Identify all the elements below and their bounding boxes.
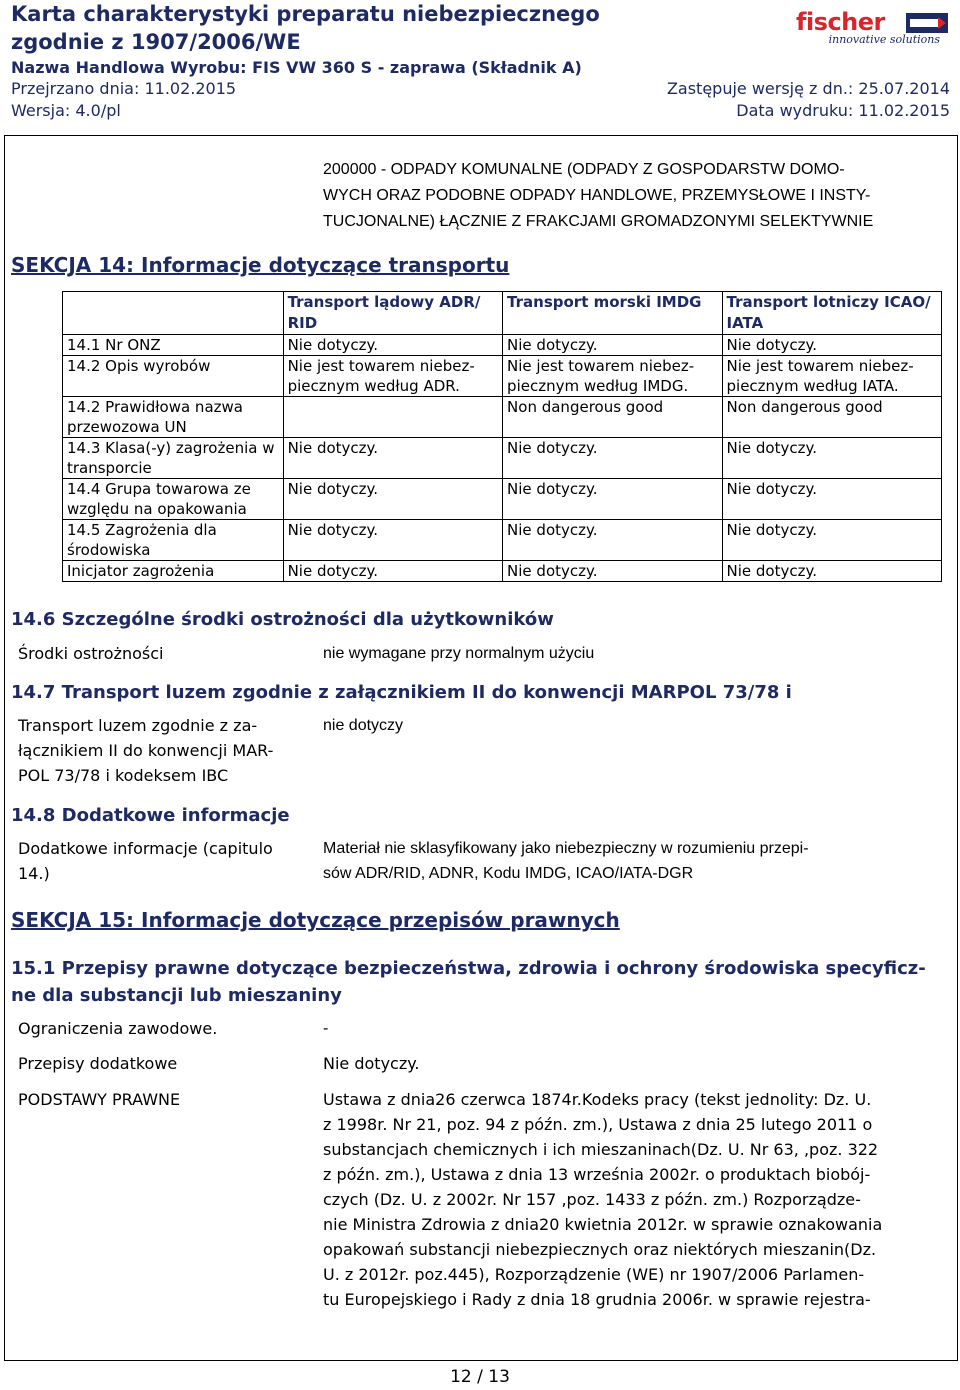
table-row — [63, 438, 942, 479]
table-row — [63, 520, 942, 561]
cell-iata: Nie dotyczy. — [722, 561, 941, 582]
additional-info-label-line: 14.) — [18, 864, 50, 883]
row-label: 14.1 Nr ONZ — [63, 335, 284, 356]
additional-info-value — [323, 836, 809, 886]
legal-basis-line: opakowań substancji niebezpiecznych oraz niektórych mieszanin(Dz. — [323, 1240, 877, 1259]
table-header-cell: Transport lądowy ADR/ RID — [283, 292, 502, 335]
row-label: 14.2 Opis wyrobów — [63, 356, 284, 397]
table-header-row — [63, 292, 942, 335]
subsection-15-1-heading: 15.1 Przepisy prawne dotyczące bezpieczeństwa, zdrowia i ochrony środowiska specyficz- — [11, 958, 926, 979]
cell-imdg: Nie dotyczy. — [503, 561, 722, 582]
document-title-regulation: zgodnie z 1907/2006/WE — [11, 30, 301, 54]
cell-imdg: Nie dotyczy. — [503, 479, 722, 520]
occupational-label: Ograniczenia zawodowe. — [18, 1019, 218, 1038]
table-header-cell: Transport morski IMDG — [503, 292, 722, 335]
table-row — [63, 356, 942, 397]
cell-imdg: Nie dotyczy. — [503, 520, 722, 561]
print-date: Data wydruku: 11.02.2015 — [736, 101, 950, 120]
legal-basis-text — [323, 1087, 943, 1312]
cell-iata: Nie dotyczy. — [722, 520, 941, 561]
waste-code-line: 200000 - ODPADY KOMUNALNE (ODPADY Z GOSPODARSTW DOMO- — [323, 161, 845, 178]
additional-info-label-line: Dodatkowe informacje (capitulo — [18, 839, 273, 858]
logo-badge-icon — [906, 13, 948, 33]
bulk-transport-value: nie dotyczy — [323, 717, 404, 734]
page-number: 12 / 13 — [450, 1367, 510, 1387]
cell-iata: Nie dotyczy. — [722, 479, 941, 520]
fischer-logo — [790, 8, 950, 48]
logo-brand: fischer — [796, 8, 885, 36]
subsection-15-1-heading-cont: ne dla substancji lub mieszaniny — [11, 985, 342, 1006]
subsection-14-8-heading: 14.8 Dodatkowe informacje — [11, 805, 290, 826]
precautions-label: Środki ostrożności — [18, 644, 164, 663]
waste-code — [323, 157, 943, 235]
cell-iata: Nie jest towarem niebez-piecznym według IATA. — [722, 356, 941, 397]
processed-date: Przejrzano dnia: 11.02.2015 — [11, 79, 237, 98]
row-label: 14.4 Grupa towarowa ze względu na opakowania — [63, 479, 284, 520]
cell-iata: Nie dotyczy. — [722, 438, 941, 479]
legal-basis-line: z późn. zm.), Ustawa z dnia 13 września 2002r. o produktach biobój- — [323, 1165, 871, 1184]
cell-adr: Nie dotyczy. — [283, 520, 502, 561]
table-row — [63, 335, 942, 356]
cell-adr: Nie dotyczy. — [283, 561, 502, 582]
logo-badge-graphic — [907, 14, 947, 32]
row-label: 14.5 Zagrożenia dla środowiska — [63, 520, 284, 561]
additional-info-label — [18, 836, 273, 886]
version: Wersja: 4.0/pl — [11, 101, 121, 120]
cell-imdg: Nie jest towarem niebez-piecznym według IMDG. — [503, 356, 722, 397]
additional-info-value-line: sów ADR/RID, ADNR, Kodu IMDG, ICAO/IATA-DGR — [323, 865, 694, 882]
cell-imdg: Nie dotyczy. — [503, 438, 722, 479]
cell-iata: Nie dotyczy. — [722, 335, 941, 356]
legal-basis-label: PODSTAWY PRAWNE — [18, 1090, 181, 1109]
row-label: 14.2 Prawidłowa nazwa przewozowa UN — [63, 397, 284, 438]
section-14-heading: SEKCJA 14: Informacje dotyczące transportu — [11, 253, 510, 277]
legal-basis-line: substancjach chemicznych i ich mieszaninach(Dz. U. Nr 63, ,poz. 322 — [323, 1140, 879, 1159]
additional-regulations-value: Nie dotyczy. — [323, 1054, 420, 1073]
cell-adr: Nie dotyczy. — [283, 479, 502, 520]
table-row — [63, 561, 942, 582]
cell-imdg: Nie dotyczy. — [503, 335, 722, 356]
legal-basis-line: nie Ministra Zdrowia z dnia20 kwietnia 2012r. w sprawie oznakowania — [323, 1215, 883, 1234]
legal-basis-line: z 1998r. Nr 21, poz. 94 z późn. zm.), Ustawa z dnia 25 lutego 2011 o — [323, 1115, 873, 1134]
section-15-heading: SEKCJA 15: Informacje dotyczące przepisów prawnych — [11, 908, 620, 932]
waste-code-line: TUCJONALNE) ŁĄCZNIE Z FRAKCJAMI GROMADZONYMI SELEKTYWNIE — [323, 213, 874, 230]
logo-tagline: innovative solutions — [828, 33, 940, 46]
cell-adr: Nie jest towarem niebez-piecznym według ADR. — [283, 356, 502, 397]
table-header-cell — [63, 292, 284, 335]
table-row — [63, 397, 942, 438]
legal-basis-line: U. z 2012r. poz.445), Rozporządzenie (WE) nr 1907/2006 Parlamen- — [323, 1265, 865, 1284]
occupational-value: - — [323, 1020, 329, 1037]
cell-iata: Non dangerous good — [722, 397, 941, 438]
additional-regulations-label: Przepisy dodatkowe — [18, 1054, 178, 1073]
cell-adr — [283, 397, 502, 438]
row-label: 14.3 Klasa(-y) zagrożenia w transporcie — [63, 438, 284, 479]
supersedes-date: Zastępuje wersję z dn.: 25.07.2014 — [666, 79, 950, 98]
bulk-transport-label-line: Transport luzem zgodnie z za- — [18, 716, 258, 735]
trade-name: Nazwa Handlowa Wyrobu: FIS VW 360 S - zaprawa (Składnik A) — [11, 58, 582, 77]
document-title: Karta charakterystyki preparatu niebezpiecznego — [11, 2, 600, 26]
legal-basis-line: Ustawa z dnia26 czerwca 1874r.Kodeks pracy (tekst jednolity: Dz. U. — [323, 1090, 872, 1109]
cell-adr: Nie dotyczy. — [283, 438, 502, 479]
cell-imdg: Non dangerous good — [503, 397, 722, 438]
cell-adr: Nie dotyczy. — [283, 335, 502, 356]
waste-code-line: WYCH ORAZ PODOBNE ODPADY HANDLOWE, PRZEMYSŁOWE I INSTY- — [323, 187, 871, 204]
legal-basis-line: czych (Dz. U. z 2002r. Nr 157 ,poz. 1433 z późn. zm.) Rozporządze- — [323, 1190, 861, 1209]
bulk-transport-label-line: POL 73/78 i kodeksem IBC — [18, 766, 229, 785]
precautions-value: nie wymagane przy normalnym użyciu — [323, 645, 595, 662]
legal-basis-line: tu Europejskiego i Rady z dnia 18 grudnia 2006r. w sprawie rejestra- — [323, 1290, 871, 1309]
bulk-transport-label — [18, 713, 273, 788]
subsection-14-6-heading: 14.6 Szczególne środki ostrożności dla użytkowników — [11, 609, 554, 630]
table-header-cell: Transport lotniczy ICAO/ IATA — [722, 292, 941, 335]
transport-table — [62, 291, 942, 582]
bulk-transport-label-line: łącznikiem II do konwencji MAR- — [18, 741, 274, 760]
table-row — [63, 479, 942, 520]
additional-info-value-line: Materiał nie sklasyfikowany jako niebezpieczny w rozumieniu przepi- — [323, 840, 809, 857]
subsection-14-7-heading: 14.7 Transport luzem zgodnie z załącznikiem II do konwencji MARPOL 73/78 i — [11, 682, 792, 703]
row-label: Inicjator zagrożenia — [63, 561, 284, 582]
